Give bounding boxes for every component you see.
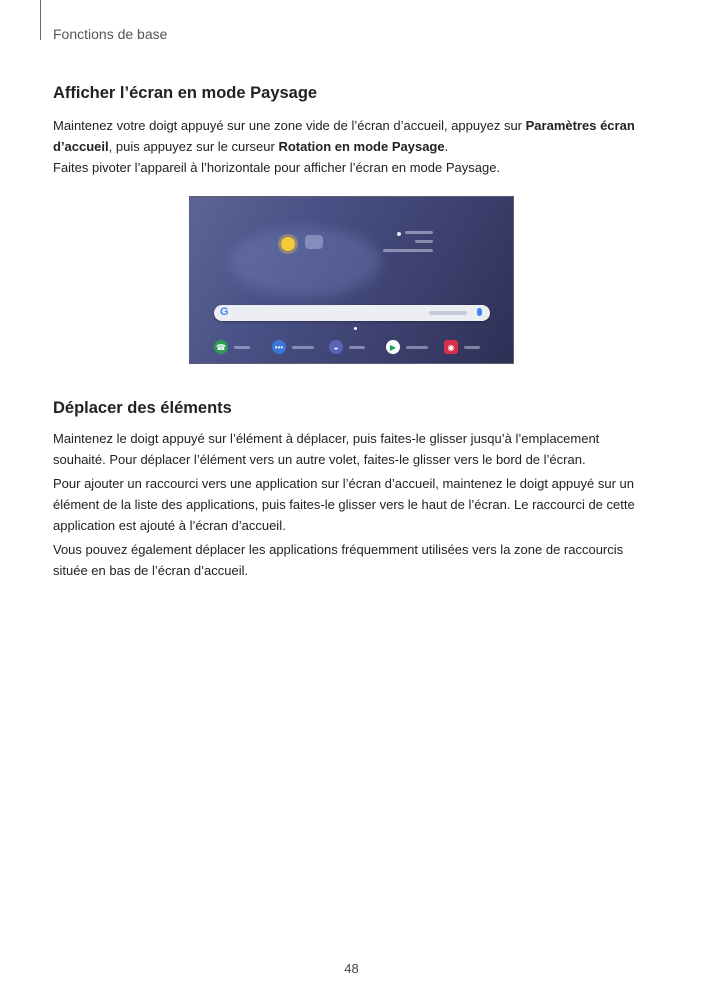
dock-label: [234, 346, 250, 349]
camera-icon: ◉: [444, 340, 458, 354]
page-indicator: [354, 327, 357, 330]
paragraph-rotate-device: Faites pivoter l’appareil à l’horizontale pour afficher l’écran en mode Paysage.: [53, 160, 501, 175]
weather-cloud-icon: [305, 235, 323, 249]
search-placeholder: [429, 311, 467, 315]
mic-icon[interactable]: [477, 308, 482, 316]
paragraph-add-shortcut: Pour ajouter un raccourci vers une application sur l’écran d’accueil, maintenez le doigt appuyé sur un élément de la liste des applications, puis faites-le glisser vers le haut de l’écran. Le raccourci de cette application est ajouté à l’écran d’accueil.: [53, 476, 635, 533]
bold-term-rotation: Rotation en mode Paysage: [278, 139, 445, 154]
dock-label: [406, 346, 428, 349]
paragraph-landscape-instructions: [53, 115, 653, 157]
clock-line: [415, 240, 433, 243]
google-logo-icon: G: [220, 306, 229, 318]
play-store-icon: ▶: [386, 340, 400, 354]
page-number: 48: [344, 961, 359, 976]
text-run: .: [444, 139, 449, 154]
dock-label: [464, 346, 480, 349]
clock-line: [405, 231, 433, 234]
section-title-move-items: Déplacer des éléments: [53, 399, 232, 417]
header-rule: [40, 0, 41, 40]
landscape-home-screenshot: [189, 196, 514, 364]
google-search-bar[interactable]: [214, 305, 490, 321]
phone-icon: ☎: [214, 340, 228, 354]
dock-label: [349, 346, 365, 349]
paragraph-move-items: Maintenez le doigt appuyé sur l’élément à déplacer, puis faites-le glisser jusqu’à l’emplacement souhaité. Pour déplacer l’élément vers un autre volet, faites-le glisser vers le bord de l’écran.: [53, 431, 600, 467]
bold-term-home-settings: Paramètres écran d’accueil: [53, 118, 635, 154]
chapter-header: Fonctions de base: [53, 26, 168, 42]
messages-icon: •••: [272, 340, 286, 354]
text-run: Maintenez votre doigt appuyé sur une zone vide de l’écran d’accueil, appuyez sur: [53, 118, 526, 133]
clock-widget: [375, 231, 433, 258]
weather-sun-icon: [281, 237, 295, 251]
dock-label: [292, 346, 314, 349]
text-run: , puis appuyez sur le curseur: [108, 139, 279, 154]
paragraph-favorites-tray: Vous pouvez également déplacer les applications fréquemment utilisées vers la zone de raccourcis située en bas de l’écran d’accueil.: [53, 542, 624, 578]
chat-icon: ◒: [329, 340, 343, 354]
clock-line: [383, 249, 433, 252]
section-title-landscape: Afficher l’écran en mode Paysage: [53, 84, 318, 102]
